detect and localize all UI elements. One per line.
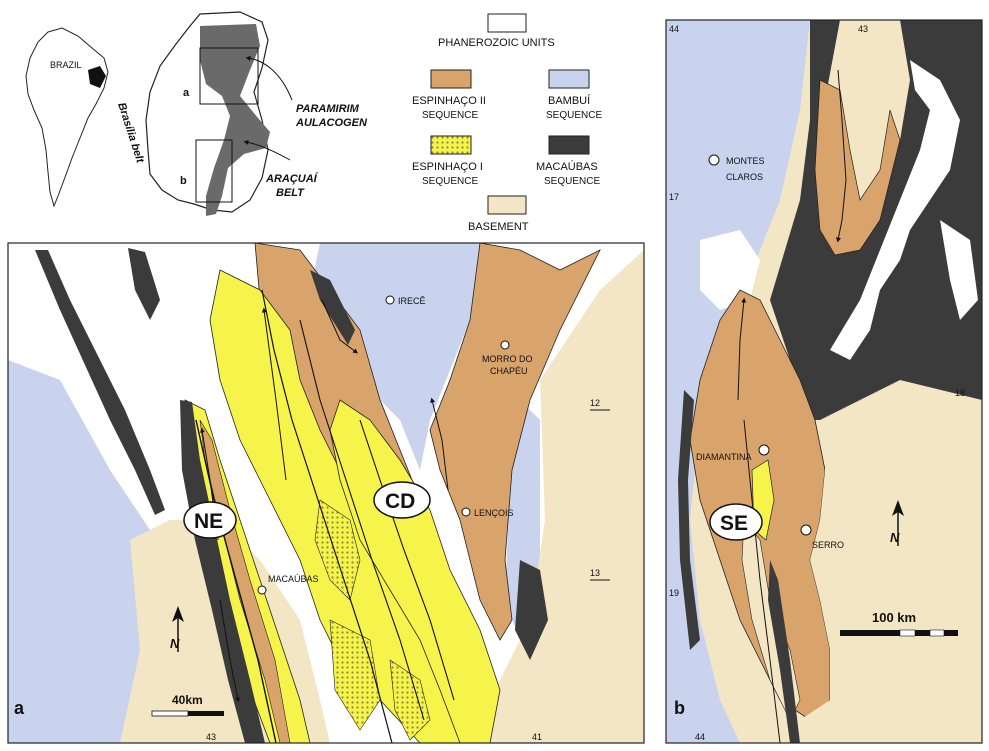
legend-macaubas-2: SEQUENCE <box>544 176 601 187</box>
map-a-north-label: N <box>170 636 180 651</box>
box-a-label: a <box>183 87 190 99</box>
map-a-lon-41: 41 <box>532 732 543 742</box>
map-a-scale-label: 40km <box>172 693 203 707</box>
legend-swatch-macaubas <box>549 136 589 154</box>
montes-claros-label-2: CLAROS <box>726 172 764 182</box>
craton-inset <box>115 12 368 216</box>
serro-label: SERRO <box>812 540 845 550</box>
irece-marker <box>386 296 394 304</box>
ne-domain-label: NE <box>194 510 224 533</box>
paramirim-label-1: PARAMIRIM <box>296 103 359 115</box>
map-a <box>8 243 644 743</box>
irece-label: IRECÊ <box>398 296 426 306</box>
legend-espinhaco-i-1: ESPINHAÇO I <box>412 161 483 173</box>
legend-swatch-espinhaco-ii <box>431 70 471 88</box>
paramirim-label-2: AULACOGEN <box>296 117 367 129</box>
south-america-inset <box>26 28 108 206</box>
map-b-lon-44-top: 44 <box>669 24 680 34</box>
diamantina-label: DIAMANTINA <box>696 452 752 462</box>
diamantina-marker <box>759 445 769 455</box>
map-a-panel-label: a <box>14 698 25 718</box>
map-b-scale-label: 100 km <box>872 610 917 625</box>
map-b-lat-17: 17 <box>669 192 680 202</box>
map-b-north-label: N <box>890 530 900 545</box>
cd-domain-label: CD <box>385 490 416 513</box>
map-a-lon-43: 43 <box>206 732 217 742</box>
legend-phanerozoic: PHANEROZOIC UNITS <box>438 37 555 49</box>
legend-bambui-2: SEQUENCE <box>546 110 603 121</box>
legend-espinhaco-ii-1: ESPINHAÇO II <box>412 95 486 107</box>
map-b-lat-19: 19 <box>669 588 680 598</box>
box-b-label: b <box>180 175 187 187</box>
aracuai-label-1: ARAÇUAÍ <box>266 173 317 185</box>
montes-claros-label-1: MONTES <box>726 156 765 166</box>
legend-swatch-phanerozoic <box>488 14 526 32</box>
se-domain-label: SE <box>720 512 749 535</box>
map-b-panel-label: b <box>674 698 685 718</box>
brazil-label: BRAZIL <box>50 60 82 70</box>
map-b-lon-43-top: 43 <box>858 24 869 34</box>
legend-basement: BASEMENT <box>468 221 529 233</box>
lencois-label: LENÇOIS <box>474 508 514 518</box>
legend-swatch-basement <box>488 196 526 214</box>
morro-label-1: MORRO DO <box>482 354 533 364</box>
macaubas-label: MACAÚBAS <box>268 574 319 584</box>
legend-espinhaco-ii-2: SEQUENCE <box>422 110 479 121</box>
legend-bambui-1: BAMBUÍ <box>548 95 591 107</box>
aracuai-label-2: BELT <box>276 187 304 199</box>
legend-macaubas-1: MACAÚBAS <box>536 161 598 173</box>
map-a-lat-13: 13 <box>590 568 601 578</box>
legend <box>412 14 602 233</box>
brasilia-belt-label: Brasília belt <box>115 101 146 165</box>
map-b-lat-18: 18 <box>955 388 966 398</box>
map-b-lon-44-bottom: 44 <box>695 732 706 742</box>
legend-espinhaco-i-2: SEQUENCE <box>422 176 479 187</box>
map-b <box>666 20 982 743</box>
montes-claros-marker <box>709 155 719 165</box>
macaubas-marker <box>258 586 266 594</box>
morro-label-2: CHAPÉU <box>490 366 528 376</box>
legend-swatch-espinhaco-i <box>431 136 471 154</box>
serro-marker <box>801 525 811 535</box>
map-a-lat-12: 12 <box>590 398 601 408</box>
lencois-marker <box>462 508 470 516</box>
morro-marker <box>501 341 509 349</box>
legend-swatch-bambui <box>549 70 589 88</box>
